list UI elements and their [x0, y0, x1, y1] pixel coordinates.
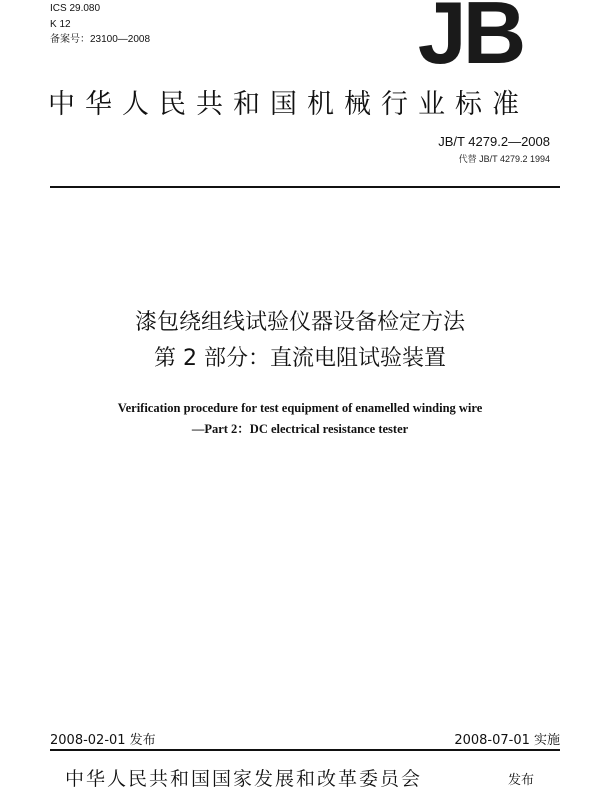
implementation-date: 2008-07-01 实施 — [454, 733, 560, 748]
bottom-rule — [50, 749, 560, 751]
issue-date: 2008-02-01 发布 — [50, 733, 156, 748]
ics-code: ICS 29.080 — [50, 3, 101, 14]
top-rule — [50, 186, 560, 188]
publisher-name: 中华人民共和国国家发展和改革委员会 — [65, 768, 423, 790]
english-title-line-1: Verification procedure for test equipment of enamelled winding wire — [117, 401, 483, 415]
jb-logo: JB — [417, 0, 523, 66]
standard-code: JB/T 4279.2—2008 — [438, 134, 550, 149]
english-title-line-2: —Part 2：DC electrical resistance tester — [191, 422, 409, 436]
publisher-suffix: 发布 — [508, 773, 535, 788]
classification-code: K 12 — [50, 19, 71, 30]
chinese-title-line-1: 漆包绕组线试验仪器设备检定方法 — [134, 310, 465, 335]
org-title: 中华人民共和国机械行业标准 — [48, 89, 529, 120]
record-number: 备案号：23100—2008 — [50, 34, 151, 45]
replaced-standard: 代替 JB/T 4279.2 1994 — [458, 154, 550, 164]
chinese-title-line-2: 第 2 部分：直流电阻试验装置 — [154, 346, 446, 371]
